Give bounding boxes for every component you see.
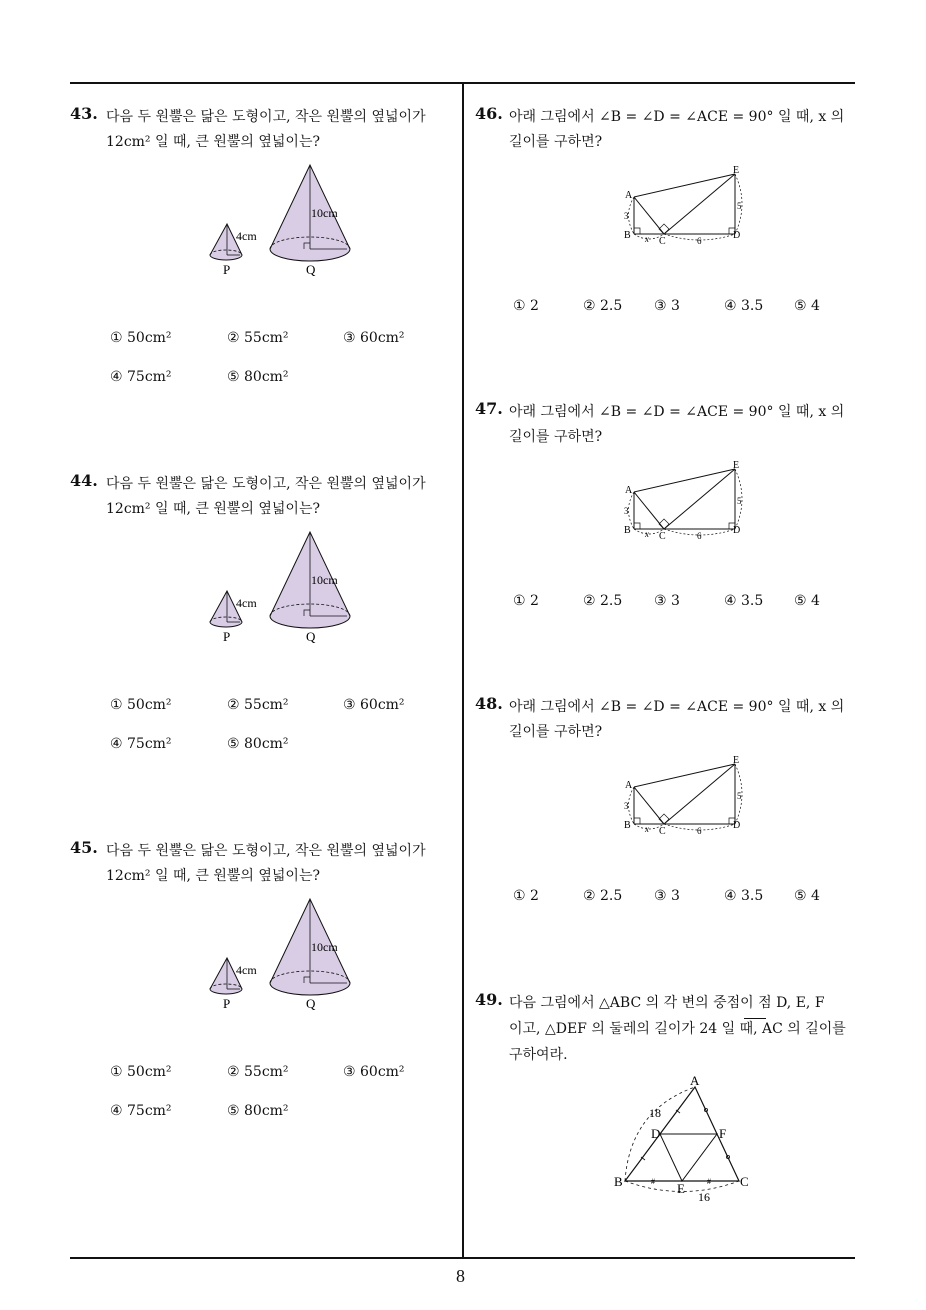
large-height-label: 10cm [311,206,338,220]
label-e: E [677,1181,685,1196]
option-3[interactable]: ③ 3 [654,298,680,314]
label-b: B [624,525,631,536]
large-cone-q [270,165,350,261]
small-height-label: 4cm [236,229,257,243]
question-text-line-1: 아래 그림에서 ∠B = ∠D = ∠ACE = 90° 일 때, x 의 [509,109,845,125]
option-5[interactable]: ⑤ 4 [794,593,820,609]
option-2[interactable]: ② 2.5 [583,298,623,314]
figure-lines [629,764,743,830]
small-cone-name: P [223,996,231,1011]
length-ed: 5 [737,201,742,211]
small-cone-name: P [223,262,231,277]
length-ab: 18 [649,1106,661,1120]
question-number: 47. [475,399,503,418]
question-number: 49. [475,990,503,1009]
question-text-line-1: 다음 두 원뿔은 닮은 도형이고, 작은 원뿔의 옆넓이가 [106,476,426,492]
large-cone-name: Q [306,629,316,644]
label-b: B [614,1174,623,1189]
cone-figure [205,891,385,1016]
length-cd: 6 [697,531,702,541]
length-bc: x [645,824,649,834]
option-4[interactable]: ④ 3.5 [724,888,764,904]
option-1[interactable]: ① 2 [513,298,539,314]
right-triangle-figure [615,750,755,840]
question-text-line-1: 다음 그림에서 △ABC 의 각 변의 중점이 점 D, E, F [509,995,825,1011]
question-text-line-1: 다음 두 원뿔은 닮은 도형이고, 작은 원뿔의 옆넓이가 [106,109,426,125]
length-ed: 5 [737,791,742,801]
option-3[interactable]: ③ 60cm² [343,1064,405,1080]
overline-ac [744,1018,766,1019]
option-5[interactable]: ⑤ 80cm² [227,1103,289,1119]
question-text-line-1: 아래 그림에서 ∠B = ∠D = ∠ACE = 90° 일 때, x 의 [509,404,845,420]
length-ab: 3 [624,801,629,811]
right-triangle-figure [615,455,755,545]
option-1[interactable]: ① 50cm² [110,697,172,713]
label-c: C [659,826,666,837]
label-d: D [733,820,741,831]
option-4[interactable]: ④ 3.5 [724,593,764,609]
large-cone-name: Q [306,262,316,277]
midpoint-triangle-figure [610,1070,760,1205]
option-4[interactable]: ④ 3.5 [724,298,764,314]
label-e: E [733,165,740,176]
option-3[interactable]: ③ 60cm² [343,697,405,713]
option-1[interactable]: ① 50cm² [110,1064,172,1080]
question-text-line-1: 아래 그림에서 ∠B = ∠D = ∠ACE = 90° 일 때, x 의 [509,699,845,715]
large-cone-q [270,899,350,995]
question-text-line-2: 이고, △DEF 의 둘레의 길이가 24 일 때, AC 의 길이를 [509,1021,846,1037]
cone-figure [205,524,385,649]
question-text-line-2: 12cm² 일 때, 큰 원뿔의 옆넓이는? [106,501,320,517]
label-e: E [733,460,740,471]
question-text-line-2: 길이를 구하면? [509,429,603,445]
question-text-line-1: 다음 두 원뿔은 닮은 도형이고, 작은 원뿔의 옆넓이가 [106,843,426,859]
option-3[interactable]: ③ 3 [654,888,680,904]
question-number: 44. [70,471,98,490]
label-d: D [651,1126,661,1141]
length-bc: x [645,529,649,539]
label-c: C [659,531,666,542]
label-a: A [625,190,633,201]
option-2[interactable]: ② 2.5 [583,593,623,609]
option-3[interactable]: ③ 60cm² [343,330,405,346]
question-text-line-2: 길이를 구하면? [509,724,603,740]
option-1[interactable]: ① 2 [513,888,539,904]
length-ab: 3 [624,506,629,516]
option-5[interactable]: ⑤ 4 [794,298,820,314]
length-cd: 6 [697,236,702,246]
question-number: 48. [475,694,503,713]
length-ed: 5 [737,496,742,506]
center-divider [462,82,464,1259]
option-4[interactable]: ④ 75cm² [110,736,172,752]
large-height-label: 10cm [311,573,338,587]
small-height-label: 4cm [236,963,257,977]
svg-text:#: # [651,1177,655,1186]
large-cone-name: Q [306,996,316,1011]
option-1[interactable]: ① 50cm² [110,330,172,346]
figure-lines [629,469,743,535]
length-ab: 3 [624,211,629,221]
option-2[interactable]: ② 55cm² [227,1064,289,1080]
option-2[interactable]: ② 55cm² [227,330,289,346]
option-5[interactable]: ⑤ 80cm² [227,736,289,752]
option-5[interactable]: ⑤ 80cm² [227,369,289,385]
label-f: F [719,1126,727,1141]
large-cone-q [270,532,350,628]
length-cd: 6 [697,826,702,836]
large-height-label: 10cm [311,940,338,954]
label-c: C [740,1174,749,1189]
label-a: A [625,485,633,496]
question-number: 46. [475,104,503,123]
small-height-label: 4cm [236,596,257,610]
small-cone-name: P [223,629,231,644]
cone-figure [205,157,385,282]
length-bc: 16 [698,1190,710,1204]
option-5[interactable]: ⑤ 4 [794,888,820,904]
bottom-rule [70,1257,855,1259]
question-text-line-2: 12cm² 일 때, 큰 원뿔의 옆넓이는? [106,134,320,150]
label-e: E [733,755,740,766]
label-a: A [690,1073,700,1088]
label-d: D [733,230,741,241]
question-text-line-3: 구하여라. [509,1047,568,1063]
question-text-line-2: 12cm² 일 때, 큰 원뿔의 옆넓이는? [106,868,320,884]
svg-text:#: # [707,1177,711,1186]
label-a: A [625,780,633,791]
question-number: 45. [70,838,98,857]
length-bc: x [645,234,649,244]
option-4[interactable]: ④ 75cm² [110,1103,172,1119]
option-3[interactable]: ③ 3 [654,593,680,609]
right-triangle-figure [615,160,755,250]
figure-lines [629,174,743,240]
page-number: 8 [456,1266,465,1286]
option-2[interactable]: ② 2.5 [583,888,623,904]
label-b: B [624,230,631,241]
question-text-line-2: 길이를 구하면? [509,134,603,150]
question-number: 43. [70,104,98,123]
option-1[interactable]: ① 2 [513,593,539,609]
label-c: C [659,236,666,247]
label-b: B [624,820,631,831]
option-2[interactable]: ② 55cm² [227,697,289,713]
label-d: D [733,525,741,536]
option-4[interactable]: ④ 75cm² [110,369,172,385]
